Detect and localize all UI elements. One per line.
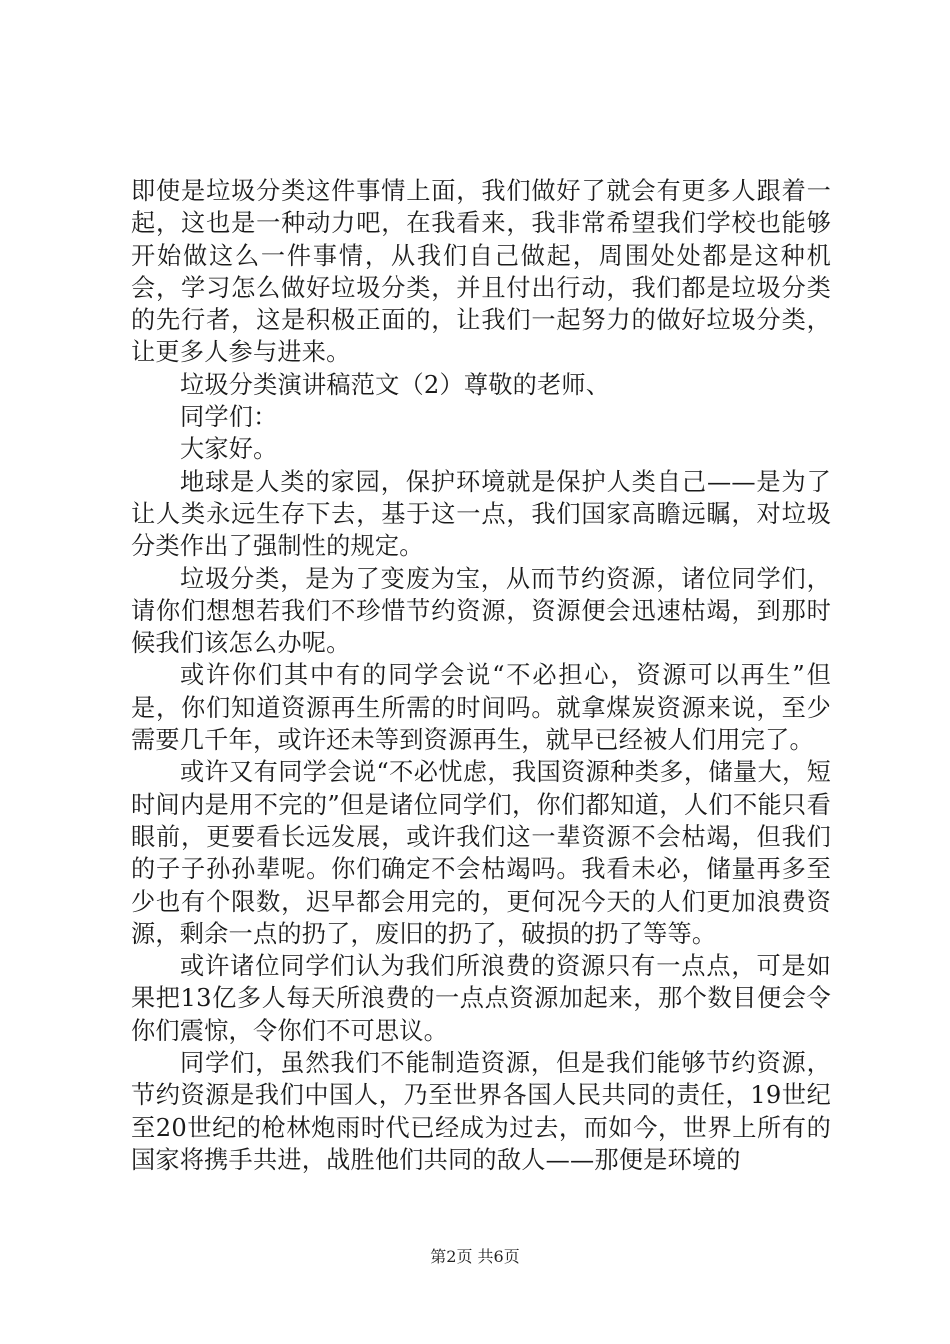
paragraph-9: 或许诸位同学们认为我们所浪费的资源只有一点点，可是如果把13亿多人每天所浪费的一点点资源加起来，那个数目便会令你们震惊，令你们不可思议。 [131, 952, 831, 1045]
paragraph-1: 即使是垃圾分类这件事情上面，我们做好了就会有更多人跟着一起，这也是一种动力吧，在我看来，我非常希望我们学校也能够开始做这么一件事情，从我们自己做起，周围处处都是这种机会，学习怎么做好垃圾分类，并且付出行动，我们都是垃圾分类的先行者，这是积极正面的，让我们一起努力的做好垃圾分类，让更多人参与进来。 [131, 177, 831, 367]
page-number-label: 第2页 共6页 [430, 1247, 520, 1266]
document-body [131, 175, 831, 1176]
paragraph-7: 或许你们其中有的同学会说“不必担心，资源可以再生”但是，你们知道资源再生所需的时间吗。就拿煤炭资源来说，至少需要几千年，或许还未等到资源再生，就早已经被人们用完了。 [131, 661, 831, 755]
paragraph-8: 或许又有同学会说“不必忧虑，我国资源种类多，储量大，短时间内是用不完的”但是诸位同学们，你们都知道，人们不能只看眼前，更要看长远发展，或许我们这一辈资源不会枯竭，但我们的子子孙孙辈呢。你们确定不会枯竭吗。我看未必，储量再多至少也有个限数，迟早都会用完的，更何况今天的人们更加浪费资源，剩余一点的扔了，废旧的扔了，破损的扔了等等。 [131, 758, 831, 948]
paragraph-2: 垃圾分类演讲稿范文（2）尊敬的老师、 [180, 370, 611, 399]
paragraph-3: 同学们： [180, 403, 278, 432]
paragraph-5: 地球是人类的家园，保护环境就是保护人类自己——是为了让人类永远生存下去，基于这一点，我们国家高瞻远瞩，对垃圾分类作出了强制性的规定。 [131, 467, 831, 561]
paragraph-4: 大家好。 [180, 435, 278, 464]
page-footer [0, 1247, 950, 1267]
paragraph-6: 垃圾分类，是为了变废为宝，从而节约资源，诸位同学们，请你们想想若我们不珍惜节约资源，资源便会迅速枯竭，到那时候我们该怎么办呢。 [131, 564, 831, 658]
paragraph-10: 同学们，虽然我们不能制造资源，但是我们能够节约资源，节约资源是我们中国人，乃至世界各国人民共同的责任，19世纪至20世纪的枪林炮雨时代已经成为过去，而如今，世界上所有的国家将携手共进，战胜他们共同的敌人——那便是环境的 [131, 1049, 831, 1174]
